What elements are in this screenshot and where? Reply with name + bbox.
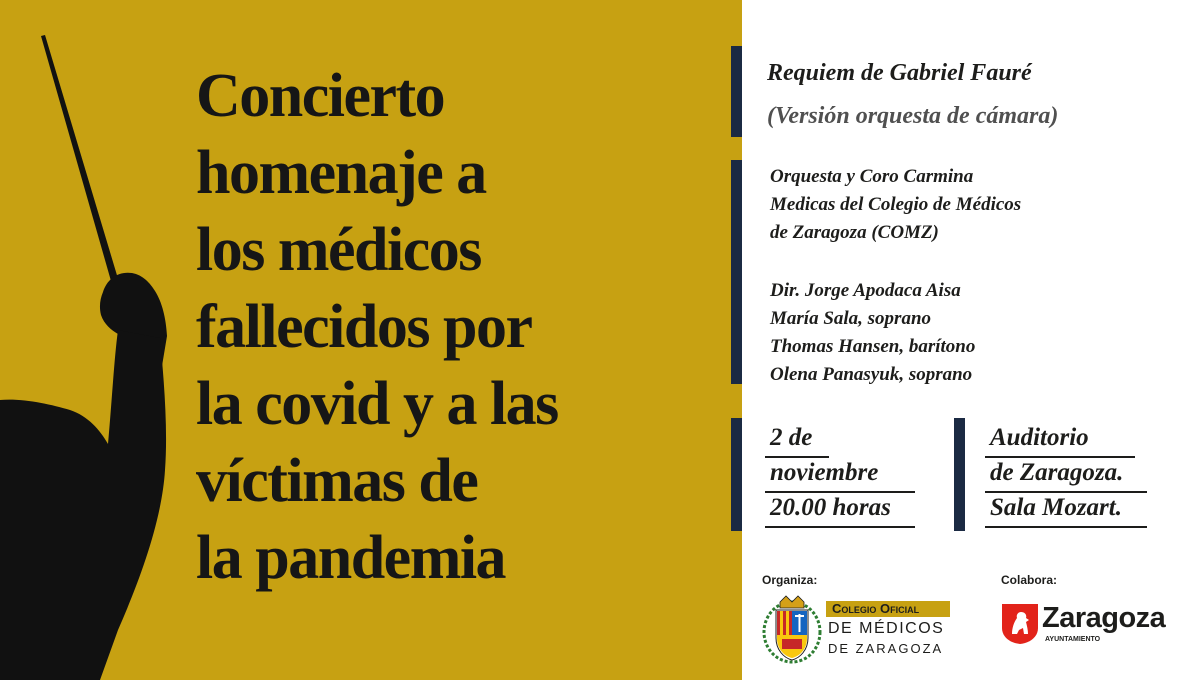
underline-rule [985, 456, 1135, 458]
underline-rule [985, 526, 1147, 528]
underline-rule [765, 491, 915, 493]
title-line: fallecidos por [196, 293, 532, 361]
logo-name-line: Colegio Oficial [832, 601, 920, 616]
soloist-line: Dir. Jorge Apodaca Aisa [770, 280, 961, 301]
colabora-label: Colabora: [1001, 573, 1058, 587]
accent-bar [731, 46, 742, 137]
underline-rule [765, 456, 829, 458]
title-line: los médicos [196, 216, 481, 284]
coat-of-arms-icon [760, 594, 824, 666]
venue-line: de Zaragoza. [990, 459, 1124, 486]
logo-name-line: DE ZARAGOZA [828, 641, 944, 656]
underline-rule [765, 526, 915, 528]
accent-bar [731, 160, 742, 384]
title-line: Concierto [196, 62, 445, 130]
venue-line: Auditorio [990, 424, 1089, 451]
ensemble-line: Orquesta y Coro Carmina [770, 166, 974, 187]
logo-name-line: DE MÉDICOS [828, 620, 945, 637]
soloist-line: María Sala, soprano [770, 308, 932, 329]
organiza-label: Organiza: [762, 573, 818, 587]
accent-bar [954, 418, 965, 531]
ensemble-line: de Zaragoza (COMZ) [770, 222, 939, 243]
accent-bar [731, 418, 742, 531]
lion-icon [1002, 604, 1038, 644]
title-line: víctimas de [196, 447, 478, 515]
soloist-line: Olena Panasyuk, soprano [770, 364, 973, 385]
ensemble-line: Medicas del Colegio de Médicos [770, 194, 1022, 215]
zaragoza-logo-text: Zaragoza [1042, 602, 1166, 634]
soloist-line: Thomas Hansen, barítono [770, 336, 976, 357]
time-line: 20.00 horas [770, 494, 891, 521]
program-version: (Versión orquesta de cámara) [767, 103, 1059, 129]
title-line: la pandemia [196, 524, 506, 592]
date-line: noviembre [770, 459, 879, 486]
concert-title [196, 58, 736, 597]
program-work: Requiem de Gabriel Fauré [767, 60, 1032, 86]
underline-rule [985, 491, 1147, 493]
venue-line: Sala Mozart. [990, 494, 1122, 521]
title-line: homenaje a [196, 139, 486, 207]
zaragoza-logo-subtext: AYUNTAMIENTO [1045, 636, 1101, 643]
date-line: 2 de [770, 424, 813, 451]
title-line: la covid y a las [196, 370, 558, 438]
